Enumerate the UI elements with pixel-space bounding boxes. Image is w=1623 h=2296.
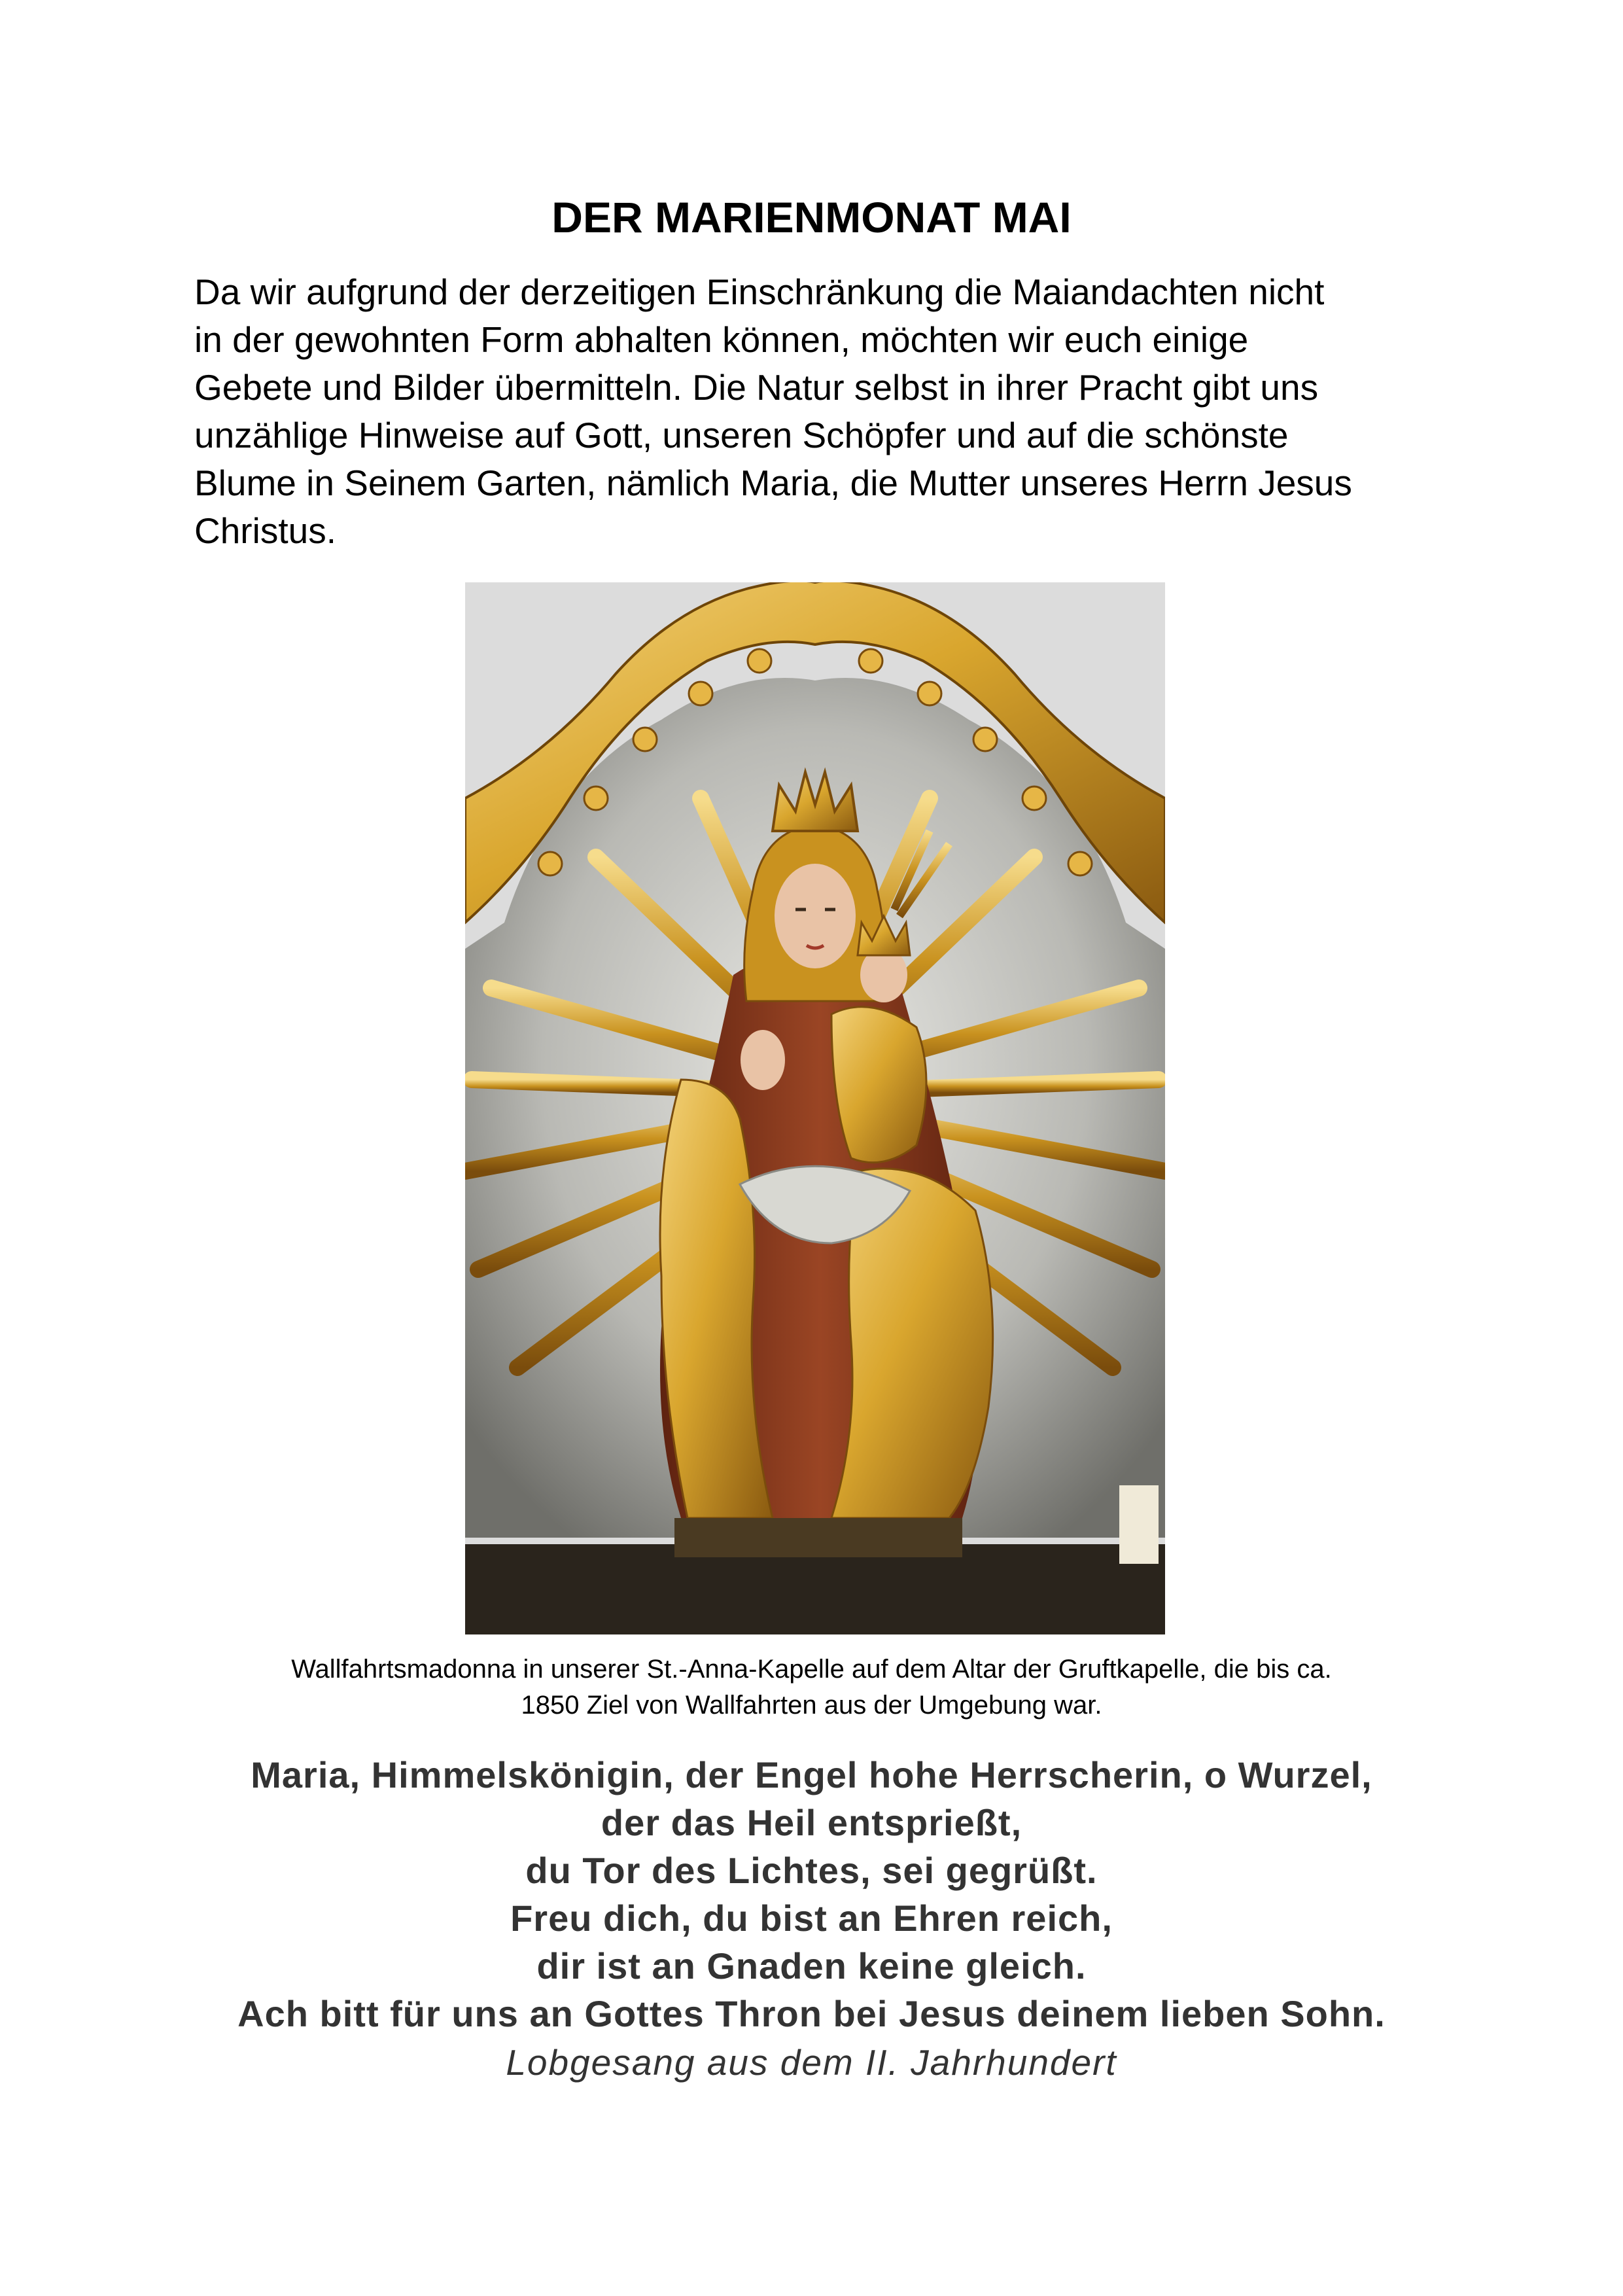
intro-line: Christus.	[194, 510, 336, 551]
intro-paragraph	[194, 268, 1450, 555]
prayer-line: Freu dich, du bist an Ehren reich,	[510, 1898, 1113, 1939]
intro-line: unzählige Hinweise auf Gott, unseren Schöpfer und auf die schönste	[194, 415, 1289, 455]
photo-caption	[0, 1651, 1623, 1723]
caption-line-2: 1850 Ziel von Wallfahrten aus der Umgebung war.	[521, 1691, 1102, 1720]
intro-line: Blume in Seinem Garten, nämlich Maria, die Mutter unseres Herrn Jesus	[194, 463, 1352, 503]
prayer-line: Ach bitt für uns an Gottes Thron bei Jesus deinem lieben Sohn.	[237, 1993, 1386, 2034]
prayer-line: dir ist an Gnaden keine gleich.	[536, 1945, 1087, 1987]
prayer-line: du Tor des Lichtes, sei gegrüßt.	[525, 1850, 1098, 1891]
intro-line: Da wir aufgrund der derzeitigen Einschränkung die Maiandachten nicht	[194, 272, 1325, 312]
madonna-photo	[465, 582, 1165, 1634]
prayer-text	[0, 1751, 1623, 2038]
prayer-line: der das Heil entsprießt,	[601, 1802, 1022, 1843]
caption-line-1: Wallfahrtsmadonna in unserer St.-Anna-Kapelle auf dem Altar der Gruftkapelle, die bis ca.	[291, 1655, 1332, 1684]
prayer-source: Lobgesang aus dem II. Jahrhundert	[506, 2042, 1117, 2083]
page-title: DER MARIENMONAT MAI	[551, 193, 1072, 241]
intro-line: in der gewohnten Form abhalten können, möchten wir euch einige	[194, 319, 1249, 360]
prayer-line: Maria, Himmelskönigin, der Engel hohe Herrscherin, o Wurzel,	[251, 1754, 1372, 1795]
intro-line: Gebete und Bilder übermitteln. Die Natur selbst in ihrer Pracht gibt uns	[194, 367, 1319, 408]
